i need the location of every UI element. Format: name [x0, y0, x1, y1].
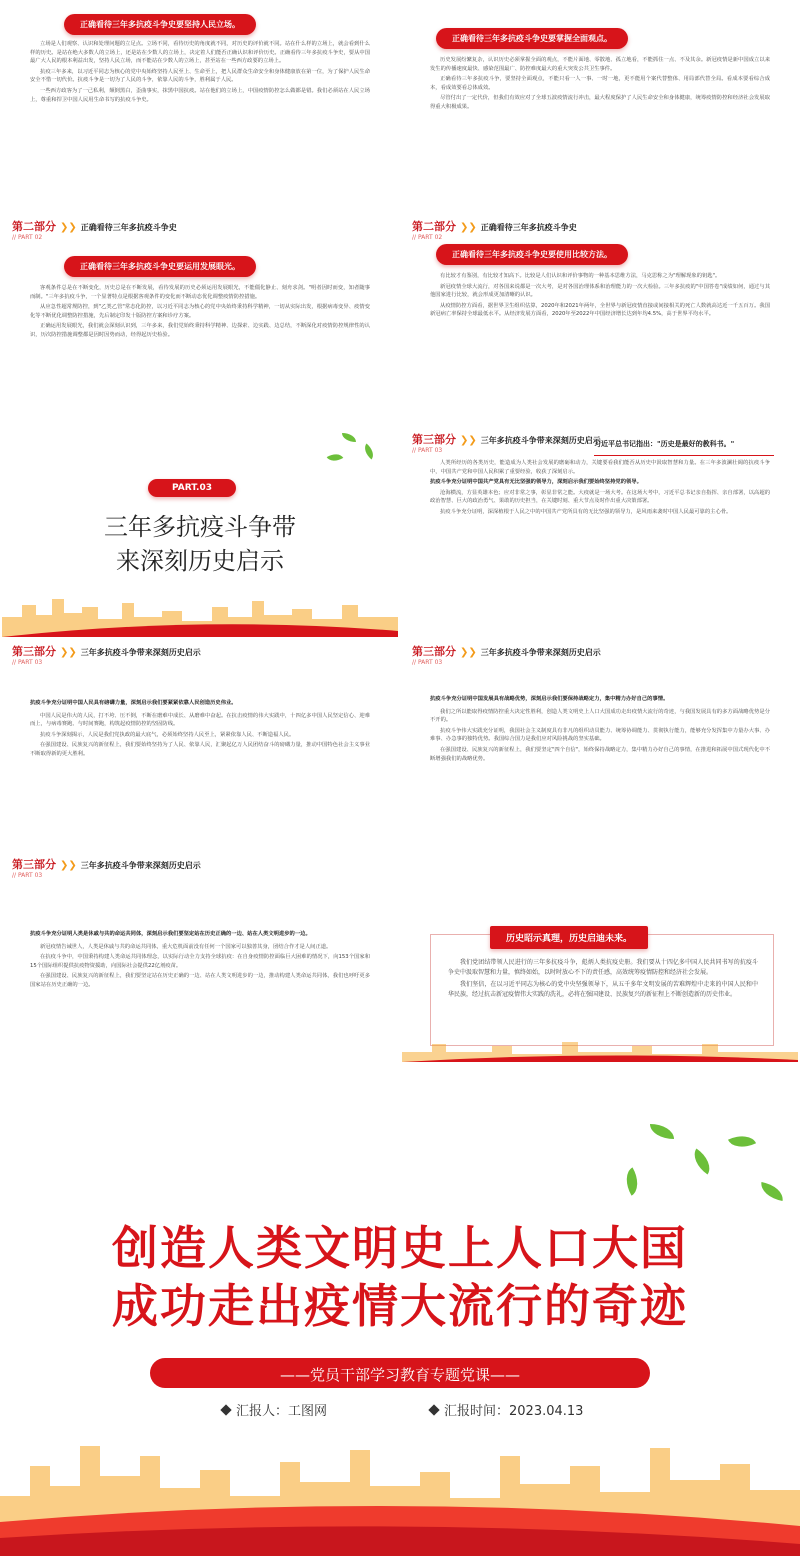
leaf-icon — [728, 1130, 756, 1154]
chevron-icon: ❯❯ — [60, 222, 77, 233]
slide-7-header — [12, 643, 201, 666]
cover-subtitle: ——党员干部学习教育专题党课—— — [279, 1366, 520, 1384]
slide-4-text — [430, 272, 770, 319]
slide-6-quote: 习近平总书记指出："历史是最好的教科书。" — [594, 440, 735, 448]
s4-p3: 从疫情防控方面看，据世界卫生组织估算，2020年和2021年两年，全世界与新冠疫情直接或间接相关的死亡人数就高达近一千五百万。我国新冠病亡率保持全球最低水平。从经济发展方面看，2020年至2022年中国经济增长达到年均4.5%，高于世界平均水平。 — [430, 302, 770, 318]
slide-6-text — [430, 459, 770, 517]
slide-10-text — [448, 958, 758, 999]
slide-4-pill: 正确看待三年多抗疫斗争史要使用比较方法。 — [436, 244, 628, 265]
slide-1-text — [30, 40, 370, 104]
slide-6 — [402, 425, 798, 637]
s7-p3: 在强国建设、民族复兴的新征程上，我们要始终坚持为了人民、依靠人民，汇聚起亿万人民团结奋斗的磅礴力量，推动中国特色社会主义事业不断取得新的更大胜利。 — [30, 742, 370, 757]
s1-p1: 立场是人们观察、认识和处理问题的立足点。立场不同，看待历史的角度就不同，对历史的评价就不同。站在什么样的立场上，就会看到什么样的历史。是站在绝大多数人的立场上，还是站在少数人的立场上，决定着人们能否正确认识和评价历史。正确看待三年多抗疫斗争史，要从中国最广大人民的根本利益出发，坚持人民立场，而不能站在少数人的立场上，甚至站在一些西方政要的立场上。 — [30, 41, 370, 65]
s6-p2: 沧海横流，方显英雄本色；应对非常之事，彰显非常之能。大疫就是一场大考。在这场大考中，习近平总书记亲自指挥、亲自部署，以高超的政治智慧、巨大的政治勇气、果敢的历史担当，在关键时刻、重大节点及时作出重大决策部署。 — [430, 489, 770, 505]
cover-title-line1: 创造人类文明史上人口大国 — [112, 1221, 688, 1275]
s4-p1: 有比较才有鉴别，有比较才知高下。比较是人们认识和评价事物的一种基本思维方法，马克思称之为"理解现象的钥匙"。 — [440, 273, 721, 279]
part-title: 正确看待三年多抗疫斗争史 — [480, 223, 577, 232]
part-sub: // PART 03 — [412, 659, 443, 666]
leaf-icon — [688, 1148, 716, 1174]
city-skyline-graphic — [2, 587, 398, 637]
part-title: 三年多抗疫斗争带来深刻历史启示 — [480, 436, 601, 445]
s9-p2: 在抗疫斗争中，中国秉持构建人类命运共同体理念，以实际行动全力支持全球抗疫：在自身疫情防控面临巨大困难的情况下，向153个国家和15个国际组织提供抗疫物资援助，向国际社会提供22亿剂疫苗。 — [30, 954, 370, 969]
chevron-icon: ❯❯ — [460, 222, 477, 233]
s8-p2: 抗疫斗争伟大实践充分证明，我国社会主义制度具有非凡的组织动员能力、统筹协调能力、贯彻执行能力，能够充分发挥集中力量办大事、办难事、办急事的独特优势。我国综合国力是我们应对风险挑战的坚实基础。 — [430, 727, 770, 743]
cover-slide — [0, 1064, 800, 1556]
part-sub: // PART 03 — [412, 447, 443, 454]
quote-underline — [594, 455, 774, 456]
s9-h1 — [30, 930, 370, 939]
s7-p1: 中国人民是伟大的人民，打不垮、压不倒，不断在磨难中成长、从磨难中奋起。在抗击疫情的伟大实践中，十四亿多中国人民坚定信心、迎难而上，与病毒赛跑、与时间赛跑，构筑起疫情防控的坚固防线。 — [30, 712, 370, 728]
slide-3 — [2, 212, 398, 424]
leaf-icon — [759, 1182, 785, 1201]
slide-2-pill: 正确看待三年多抗疫斗争史要掌握全面观点。 — [436, 28, 628, 49]
slide-6-header — [412, 431, 601, 454]
slide-9-header — [12, 856, 201, 879]
part-sub: // PART 03 — [12, 872, 43, 879]
s7-h1 — [30, 699, 370, 708]
s6-p1: 人类所经历的各类历史，能造成为人类社会发展的磨砺和动力，关键要看我们能否从历史中汲取智慧和力量。在三年多波澜壮阔的抗疫斗争中，中国共产党和中国人民积累了重要经验，收获了深刻启示。 — [430, 460, 770, 475]
leaf-icon — [361, 444, 378, 460]
s8-p3: 在强国建设、民族复兴的新征程上，我们要坚定"四个自信"，始终保持战略定力，集中精力办好自己的事情，在推进和拓展中国式现代化中不断增强我们的战略优势。 — [430, 746, 770, 762]
s2-p1: 历史发展纷繁复杂，认识历史必须掌握全面的观点，不能片面地、零散地、孤立地看，不能抓住一点、不及其余。新冠疫情是新中国成立以来发生的传播速度最快、感染范围最广、防控难度最大的重大突发公共卫生事件。 — [430, 57, 770, 72]
s9-p3: 在强国建设、民族复兴的新征程上，我们要坚定站在历史正确的一边、站在人类文明进步的一边，推动构建人类命运共同体，我们也呼吁更多国家站在历史正确的一边。 — [30, 973, 370, 988]
slide-4 — [402, 212, 798, 424]
s6-h2 — [430, 478, 770, 487]
s8-h1-text: 抗疫斗争充分证明中国发展具有战略优势，深刻启示我们要保持战略定力，集中精力办好自己的事情。 — [430, 696, 669, 702]
chevron-icon: ❯❯ — [460, 435, 477, 446]
part3-badge: PART.03 — [148, 479, 236, 497]
city-skyline-graphic — [402, 1040, 798, 1062]
s3-p1: 客观条件总是在不断变化，历史总是在不断发展，看待发展的历史必须运用发展眼光，不能僵化静止、刻舟求剑。"明者因时而变，知者随事而制。"三年多抗疫斗争，一个显著特点是根据客观条件的变化而不断动态优化调整疫情防控措施。 — [30, 285, 370, 300]
part-title: 正确看待三年多抗疫斗争史 — [80, 223, 177, 232]
slide-1-pill: 正确看待三年多抗疫斗争史要坚持人民立场。 — [64, 14, 256, 35]
cover-reporter: 汇报人：工图网 — [236, 1404, 328, 1419]
s10-p2: 我们坚信，在以习近平同志为核心的党中央坚强领导下，从五千多年文明发展的苦难辉煌中走来的中国人民和中华民族，经过抗击新冠疫情伟大实践的洗礼，必将在强国建设、民族复兴的新征程上不断创造新的历史伟业。 — [448, 981, 758, 998]
chevron-icon: ❯❯ — [460, 647, 477, 658]
slide-9 — [2, 850, 398, 1062]
part-label: 第三部分 — [12, 645, 56, 658]
s3-p2: 从应急性超常规防控，到"乙类乙管"常态化防控，以习近平同志为核心的党中央始终秉持科学精神，一切从实际出发，根据病毒变异、疫情变化等不断优化调整防控措施，先后制定印发十版防控方案和诊疗方案。 — [30, 304, 370, 319]
s3-p3: 正确运用发展眼光，我们就会深刻认识到，三年多来，我们党始终秉持科学精神、边探索、边实践、边总结，不断深化对疫情防控规律性的认识，历次防控措施调整都是因时因势而动，经得起历史检验。 — [30, 323, 370, 338]
slide-7 — [2, 637, 398, 849]
s6-h2-text: 抗疫斗争充分证明中国共产党具有无比坚强的领导力，深刻启示我们要始终坚持党的领导。 — [430, 479, 642, 486]
part-title: 三年多抗疫斗争带来深刻历史启示 — [480, 648, 601, 657]
slide-9-text — [30, 930, 370, 990]
diamond-icon — [428, 1404, 439, 1415]
cover-time: 汇报时间：2023.04.13 — [444, 1404, 584, 1419]
s9-h1-text: 抗疫斗争充分证明人类是休戚与共的命运共同体，深刻启示我们要坚定站在历史正确的一边、站在人类文明进步的一边。 — [30, 931, 311, 937]
slide-3-header — [12, 218, 177, 241]
slide-10 — [402, 850, 798, 1062]
s8-h1 — [430, 695, 770, 704]
section-title-line2: 来深刻历史启示 — [116, 547, 284, 575]
s2-p2: 正确看待三年多抗疫斗争，要坚持全面观点，不能只看一人一事、一时一地，更不能用个案代替整体、用局部代替全局。看成本要看综合成本，看成效要看总体成效。 — [430, 76, 770, 91]
leaf-icon — [327, 450, 344, 465]
s6-p3: 抗疫斗争充分证明，深深植根于人民之中的中国共产党所具有的无比坚强的领导力，是风雨来袭时中国人民最可靠的主心骨。 — [440, 508, 732, 515]
slide-4-header — [412, 218, 577, 241]
part-label: 第三部分 — [412, 433, 456, 446]
part-sub: // PART 03 — [12, 659, 43, 666]
leaf-icon — [342, 433, 356, 442]
s1-p3: 一些西方政客为了一己私利，颠倒黑白，歪曲事实，抹黑中国抗疫。站在他们的立场上，中国疫情防控怎么做都是错。我们必须站在人民立场上，尊重和捍卫中国人民用生命书写的抗疫斗争史。 — [30, 87, 370, 103]
slide-3-pill: 正确看待三年多抗疫斗争史要运用发展眼光。 — [64, 256, 256, 277]
part-label: 第二部分 — [12, 220, 56, 233]
leaf-icon — [650, 1124, 674, 1139]
slide-5-section-cover — [2, 425, 398, 637]
part-label: 第三部分 — [12, 858, 56, 871]
s7-h1-text: 抗疫斗争充分证明中国人民具有磅礴力量，深刻启示我们要紧紧依靠人民创造历史伟业。 — [30, 700, 237, 706]
chevron-icon: ❯❯ — [60, 647, 77, 658]
slide-2 — [402, 0, 798, 212]
part-sub: // PART 02 — [412, 234, 443, 241]
part-label: 第二部分 — [412, 220, 456, 233]
chevron-icon: ❯❯ — [60, 860, 77, 871]
s8-p1: 我们之所以能取得疫情防控重大决定性胜利，创造人类文明史上人口大国成功走出疫情大流行的奇迹，与我国发展具有的多方面战略优势是分不开的。 — [430, 708, 770, 724]
s1-p2: 抗疫三年多来，以习近平同志为核心的党中央始终坚持人民至上、生命至上，把人民群众生命安全和身体健康放在第一位，为了保护人民生命安全不惜一切代价。抗疫斗争是一切为了人民的斗争，依靠人民的斗争，胜利属于人民。 — [30, 68, 370, 84]
slide-7-text — [30, 699, 370, 759]
part-label: 第三部分 — [412, 645, 456, 658]
part-title: 三年多抗疫斗争带来深刻历史启示 — [80, 648, 201, 657]
slide-3-text — [30, 284, 370, 340]
s7-p2: 抗疫斗争深刻揭示，人民是我们党执政的最大底气，必须始终坚持人民至上，紧紧依靠人民、不断造福人民。 — [40, 731, 295, 738]
diamond-icon — [220, 1404, 231, 1415]
s10-p1: 我们党团结带领人民进行的三年多抗疫斗争，彪炳人类抗疫史册。我们要从十四亿多中国人民共同书写的抗疫斗争史中汲取智慧和力量，慎终如始，以时时放心不下的责任感，高效统筹疫情防控和经济社会发展。 — [448, 959, 758, 976]
slide-8-text — [430, 695, 770, 763]
conclusion-heading: 历史昭示真理，历史启迪未来。 — [490, 926, 648, 949]
section-title-line1: 三年多抗疫斗争带 — [104, 513, 296, 541]
leaf-icon — [620, 1167, 645, 1195]
slide-8 — [402, 637, 798, 849]
part-title: 三年多抗疫斗争带来深刻历史启示 — [80, 861, 201, 870]
city-skyline-graphic — [0, 1426, 800, 1556]
slide-1 — [2, 0, 398, 212]
slide-2-text — [430, 56, 770, 112]
slide-8-header — [412, 643, 601, 666]
s9-p1: 新冠疫情告诫世人，人类是休戚与共的命运共同体，重大危机面前没有任何一个国家可以独善其身，团结合作才是人间正道。 — [40, 943, 332, 950]
s2-p3: 尽管付出了一定代价，但我们有效应对了全球五波疫情流行冲击，最大程度保护了人民生命安全和身体健康，统筹疫情防控和经济社会发展取得重大积极成果。 — [430, 95, 770, 110]
cover-title-line2: 成功走出疫情大流行的奇迹 — [112, 1279, 688, 1333]
s4-p2: 新冠疫情全球大流行，对各国来说都是一次大考，是对各国治理体系和治理能力的一次大检验。三年多抗疫的"中国答卷"成绩如何，通过与其他国家进行比较，就会形成更加清晰的认识。 — [430, 283, 770, 299]
part-sub: // PART 02 — [12, 234, 43, 241]
